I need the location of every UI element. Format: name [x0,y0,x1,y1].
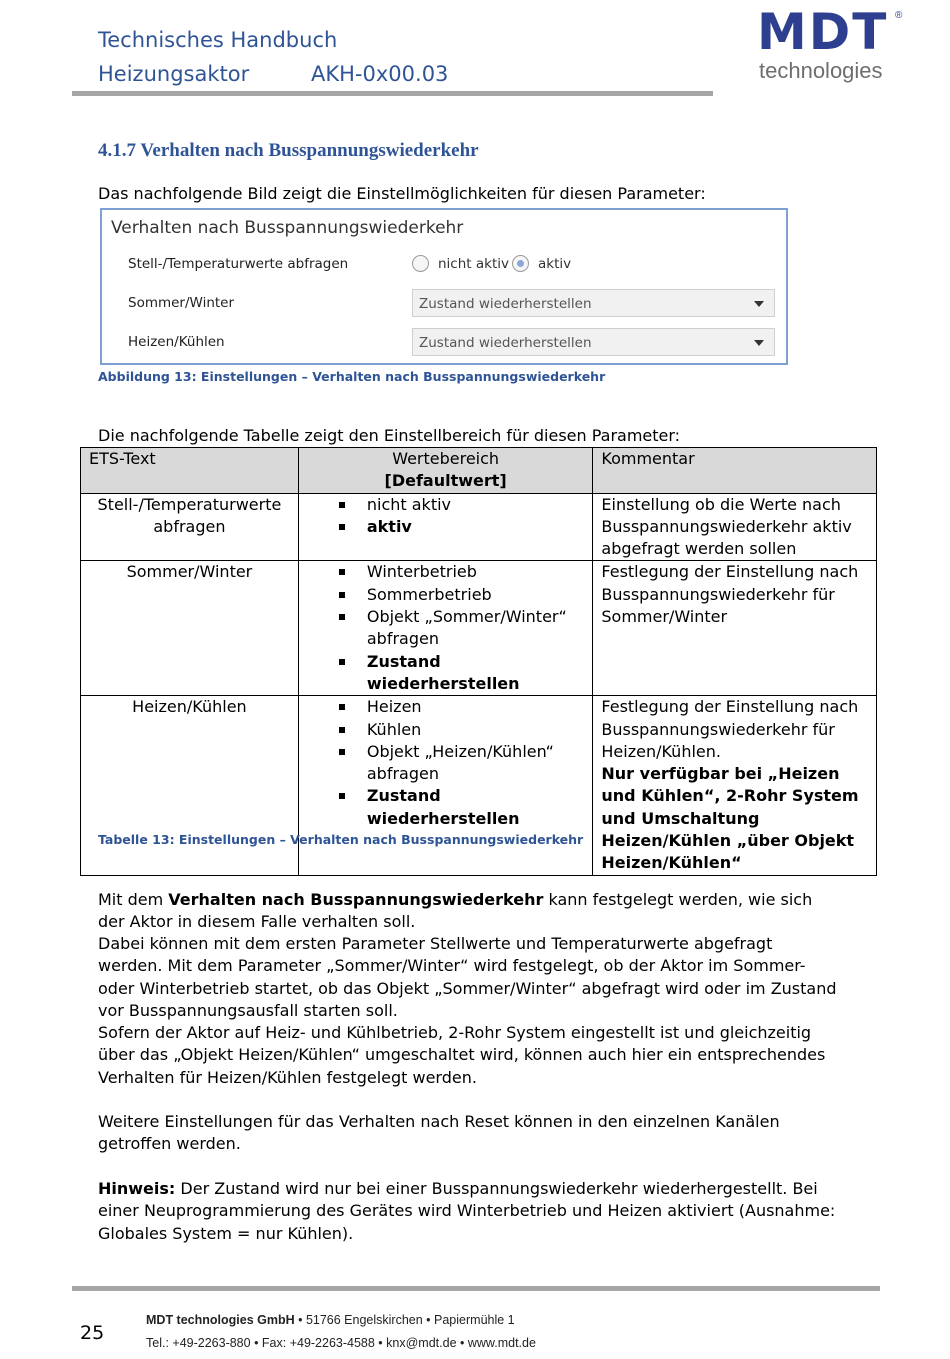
chevron-down-icon [754,340,764,346]
page-number: 25 [80,1322,105,1344]
row-ets-text: Stell-/Temperaturwerte abfragen [81,493,299,561]
list-item-default: aktiv [339,516,593,538]
body-paragraph-3: Sofern der Aktor auf Heiz- und Kühlbetrieb, 2-Rohr System eingestellt ist und gleichzeitig über das „Objekt Heizen/Kühlen“ umgeschaltet wird, können auch hier ein entsprechendes Verhalten für Heizen/Kühlen festgelegt werden. [98,1023,826,1087]
body-paragraph-2: Dabei können mit dem ersten Parameter Stellwerte und Temperaturwerte abgefragt werden. Mit dem Parameter „Sommer/Winter“ wird festgelegt, ob der Aktor im Sommer- oder Winterbetrieb startet, ob das Objekt „Sommer/Winter“ abgefragt wird oder im Zustand vor Busspannungsausfall starten soll. [98,934,837,1020]
header-model: AKH-0x00.03 [311,62,449,86]
list-item: Sommerbetrieb [339,584,593,606]
footer-address-text: • 51766 Engelskirchen • Papiermühle 1 [294,1313,515,1327]
row-value-range [298,696,593,875]
header-default-label: [Defaultwert] [384,471,507,491]
table-caption: Tabelle 13: Einstellungen – Verhalten nach Busspannungswiederkehr [98,832,584,847]
select-heat-cool-value: Zustand wiederherstellen [419,335,592,351]
dialog-label-heat-cool: Heizen/Kühlen [128,334,225,350]
table-intro: Die nachfolgende Tabelle zeigt den Einstellbereich für diesen Parameter: [98,426,681,445]
row-comment: Festlegung der Einstellung nach Busspannungswiederkehr für Sommer/Winter [593,561,877,696]
list-item: Winterbetrieb [339,561,593,583]
row-comment [593,696,877,875]
header-value-range [298,448,593,494]
header-divider [72,91,713,96]
chevron-down-icon [754,301,764,307]
table-header-row [81,448,877,494]
list-item: Kühlen [339,719,593,741]
radio-nicht-aktiv-label: nicht aktiv [438,256,509,272]
dialog-label-values: Stell-/Temperaturwerte abfragen [128,256,349,272]
footer-contact: Tel.: +49-2263-880 • Fax: +49-2263-4588 • knx@mdt.de • www.mdt.de [146,1336,536,1350]
header-product [98,62,449,86]
header-range-label: Wertebereich [392,449,500,468]
list-item-default: Zustand wiederherstellen [339,785,593,830]
table-row [81,561,877,696]
logo-registered: ® [895,10,903,21]
list-item-default: Zustand wiederherstellen [339,651,593,696]
logo-mark: MDT [757,3,889,61]
dialog-label-summer-winter: Sommer/Winter [128,295,235,311]
logo-subtitle: technologies [759,58,883,83]
row-ets-text: Sommer/Winter [81,561,299,696]
table-row [81,696,877,875]
header-title: Technisches Handbuch [98,28,338,52]
figure-caption: Abbildung 13: Einstellungen – Verhalten nach Busspannungswiederkehr [98,369,606,384]
radio-aktiv[interactable] [512,255,529,272]
row-value-range [298,493,593,561]
select-heat-cool[interactable] [412,328,775,356]
note-paragraph [98,1178,838,1245]
body-p1-pre: Mit dem [98,890,169,909]
note-text: Der Zustand wird nur bei einer Busspannungswiederkehr wiederhergestellt. Bei einer Neuprogrammierung des Gerätes wird Winterbetrieb und Heizen aktiviert (Ausnahme: Globales System = nur Kühlen). [98,1179,836,1243]
parameter-table [80,447,877,876]
header-comment: Kommentar [593,448,877,494]
footer-divider [72,1286,880,1291]
footer-address [146,1313,515,1327]
dialog-title: Verhalten nach Busspannungswiederkehr [111,218,464,238]
section-title: 4.1.7 Verhalten nach Busspannungswiederkehr [98,140,479,161]
list-item: Objekt „Sommer/Winter“ abfragen [339,606,593,651]
list-item: Objekt „Heizen/Kühlen“ abfragen [339,741,593,786]
select-summer-winter-value: Zustand wiederherstellen [419,296,592,312]
mdt-logo [757,3,907,84]
list-item: nicht aktiv [339,494,593,516]
footer-company: MDT technologies GmbH [146,1313,295,1327]
row-value-range [298,561,593,696]
header-ets-text: ETS-Text [81,448,299,494]
list-item: Heizen [339,696,593,718]
header-product-name: Heizungsaktor [98,62,250,86]
row-ets-text: Heizen/Kühlen [81,696,299,875]
body-p1-post: kann festgelegt werden, wie sich der Aktor in diesem Falle verhalten soll. [98,890,813,932]
body-p1-bold: Verhalten nach Busspannungswiederkehr [168,890,544,909]
radio-aktiv-label: aktiv [538,256,572,272]
radio-nicht-aktiv[interactable] [412,255,429,272]
select-summer-winter[interactable] [412,289,775,317]
note-label: Hinweis: [98,1179,176,1198]
row-comment-note: Nur verfügbar bei „Heizen und Kühlen“, 2-Rohr System und Umschaltung Heizen/Kühlen „über Objekt Heizen/Kühlen“ [601,764,859,873]
table-row [81,493,877,561]
row-comment: Einstellung ob die Werte nach Busspannungswiederkehr aktiv abgefragt werden sollen [593,493,877,561]
body-paragraph-4: Weitere Einstellungen für das Verhalten nach Reset können in den einzelnen Kanälen getroffen werden. [98,1112,780,1154]
settings-dialog [100,208,788,365]
row-comment-text: Festlegung der Einstellung nach Busspannungswiederkehr für Heizen/Kühlen. [601,697,859,761]
section-intro: Das nachfolgende Bild zeigt die Einstellmöglichkeiten für diesen Parameter: [98,184,706,203]
body-paragraph-1 [98,889,838,934]
